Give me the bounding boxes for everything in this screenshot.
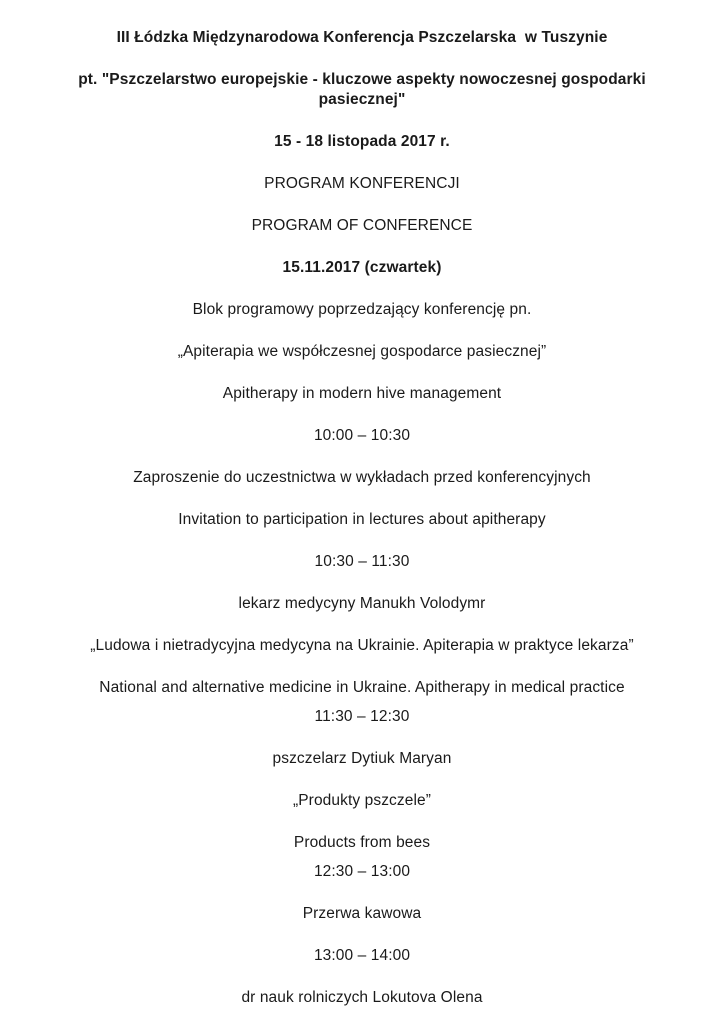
program-heading-en: PROGRAM OF CONFERENCE bbox=[251, 217, 473, 234]
break-time: 12:30 – 13:00 bbox=[313, 863, 411, 880]
block-intro: Blok programowy poprzedzający konferencję pn. bbox=[192, 301, 532, 318]
session-3-title-en: Products from bees bbox=[293, 834, 431, 851]
session-3-speaker: pszczelarz Dytiuk Maryan bbox=[272, 750, 452, 767]
session-3-title-pl: „Produkty pszczele” bbox=[292, 792, 431, 809]
break-label: Przerwa kawowa bbox=[302, 905, 422, 922]
session-1-time: 10:00 – 10:30 bbox=[313, 427, 411, 444]
block-title-pl: „Apiterapia we współczesnej gospodarce pasiecznej” bbox=[177, 343, 547, 360]
conference-subtitle: pt. "Pszczelarstwo europejskie - kluczowe aspekty nowoczesnej gospodarki pasiecznej" bbox=[78, 71, 651, 108]
session-4-time: 13:00 – 14:00 bbox=[313, 947, 411, 964]
day-heading: 15.11.2017 (czwartek) bbox=[282, 259, 442, 276]
session-1-title-en: Invitation to participation in lectures about apitherapy bbox=[178, 511, 546, 528]
conference-dates: 15 - 18 listopada 2017 r. bbox=[274, 133, 450, 150]
session-2-title-en: National and alternative medicine in Ukraine. Apitherapy in medical practice bbox=[99, 679, 625, 696]
conference-title: III Łódzka Międzynarodowa Konferencja Pszczelarska w Tuszynie bbox=[116, 29, 608, 46]
session-2-time: 10:30 – 11:30 bbox=[314, 553, 410, 570]
block-title-en: Apitherapy in modern hive management bbox=[222, 385, 502, 402]
session-4-speaker: dr nauk rolniczych Lokutova Olena bbox=[241, 989, 483, 1006]
session-2-speaker: lekarz medycyny Manukh Volodymr bbox=[238, 595, 486, 612]
session-1-title-pl: Zaproszenie do uczestnictwa w wykładach przed konferencyjnych bbox=[133, 469, 591, 486]
session-2-title-pl: „Ludowa i nietradycyjna medycyna na Ukrainie. Apiterapia w praktyce lekarza” bbox=[90, 637, 634, 654]
session-3-time: 11:30 – 12:30 bbox=[314, 708, 410, 725]
program-heading-pl: PROGRAM KONFERENCJI bbox=[264, 175, 460, 192]
